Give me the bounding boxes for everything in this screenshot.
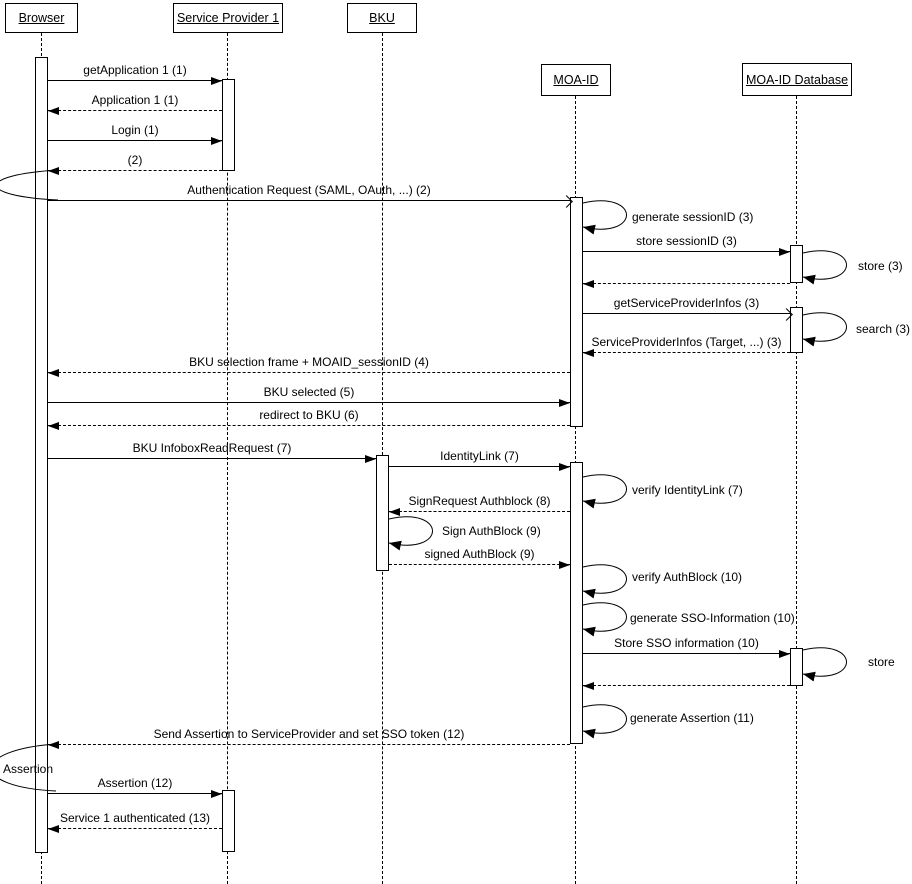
filled-arrowhead-icon xyxy=(365,455,376,463)
msg-assertion-label: Assertion (12) xyxy=(97,776,173,790)
actor-service-provider-1-label: Service Provider 1 xyxy=(176,11,280,25)
filled-arrowhead-icon xyxy=(779,650,790,658)
lifeline-moa-id-database xyxy=(796,96,797,884)
filled-arrowhead-icon xyxy=(48,422,59,430)
msg-assertion-line xyxy=(48,793,222,794)
msg-getapplication-line xyxy=(48,80,222,81)
activation-bku xyxy=(376,455,389,571)
msg-store-return-line xyxy=(583,283,790,284)
activation-moa-second xyxy=(570,462,583,744)
filled-arrowhead-icon xyxy=(48,825,59,833)
msg-infobox-read-request-line xyxy=(48,458,376,459)
msg-return-2-label: (2) xyxy=(127,153,143,167)
filled-arrowhead-icon xyxy=(211,790,222,798)
actor-moa-id xyxy=(541,64,611,96)
activation-moa-first xyxy=(570,197,583,427)
activation-sp1-first xyxy=(222,79,235,171)
msg-signed-authblock-line xyxy=(389,564,570,565)
filled-arrowhead-icon xyxy=(48,167,59,175)
selfloop-generate-sessionid-label: generate sessionID (3) xyxy=(632,210,754,224)
actor-moa-id-label: MOA-ID xyxy=(553,73,599,87)
msg-auth-request-label: Authentication Request (SAML, OAuth, ...) (2) xyxy=(187,183,431,197)
selfloop-generate-sso-information-label: generate SSO-Information (10) xyxy=(630,611,795,625)
msg-service-authenticated-line xyxy=(48,828,222,829)
msg-get-sp-infos-line xyxy=(583,313,790,314)
selfloop-generate-sso-information xyxy=(583,603,627,631)
filled-arrowhead-icon xyxy=(559,463,570,471)
msg-getapplication-label: getApplication 1 (1) xyxy=(83,63,187,77)
msg-infobox-read-request-label: BKU InfoboxReadRequest (7) xyxy=(132,441,292,455)
filled-arrowhead-icon xyxy=(559,399,570,407)
filled-arrowhead-icon xyxy=(559,561,570,569)
actor-browser xyxy=(5,3,78,33)
selfloop-generate-assertion xyxy=(583,705,627,733)
msg-send-assertion-line xyxy=(48,744,570,745)
msg-bku-selected-line xyxy=(48,402,570,403)
msg-sso-return-line xyxy=(583,685,790,686)
msg-store-sessionid-label: store sessionID (3) xyxy=(636,234,737,248)
msg-bku-selected-label: BKU selected (5) xyxy=(263,385,355,399)
selfloop-verify-identitylink xyxy=(583,475,627,503)
msg-signrequest-authblock-label: SignRequest Authblock (8) xyxy=(408,494,551,508)
msg-login-line xyxy=(48,140,222,141)
msg-return-2-line xyxy=(48,170,222,171)
selfloop-verify-identitylink-label: verify IdentityLink (7) xyxy=(632,483,743,497)
filled-arrowhead-icon xyxy=(211,137,222,145)
activation-db-sso xyxy=(790,648,803,686)
selfloop-verify-authblock xyxy=(583,565,627,593)
msg-login-label: Login (1) xyxy=(111,123,159,137)
filled-arrowhead-icon xyxy=(211,77,222,85)
msg-sp-infos-label: ServiceProviderInfos (Target, ...) (3) xyxy=(591,335,782,349)
filled-arrowhead-icon xyxy=(48,369,59,377)
msg-store-sso-line xyxy=(583,653,790,654)
actor-bku-label: BKU xyxy=(369,11,395,25)
filled-arrowhead-icon xyxy=(48,107,59,115)
selfloop-store-3-label: store (3) xyxy=(858,259,903,273)
msg-sp-infos-line xyxy=(583,352,790,353)
selfloop-search-3-label: search (3) xyxy=(856,322,911,336)
selfloop-search-3 xyxy=(803,313,847,341)
msg-send-assertion-label: Send Assertion to ServiceProvider and set SSO token (12) xyxy=(153,727,465,741)
browser-loop-assertion-label: Assertion xyxy=(3,762,54,776)
msg-store-sso-label: Store SSO information (10) xyxy=(614,636,759,650)
selfloop-sign-authblock-label: Sign AuthBlock (9) xyxy=(442,524,541,538)
selfloop-generate-assertion-label: generate Assertion (11) xyxy=(630,711,754,725)
actor-browser-label: Browser xyxy=(18,11,65,25)
activation-sp1-second xyxy=(222,790,235,852)
msg-auth-request-line xyxy=(48,200,570,201)
actor-moa-id-database xyxy=(742,63,852,96)
msg-application-label: Application 1 (1) xyxy=(91,93,179,107)
msg-identitylink-label: IdentityLink (7) xyxy=(440,449,519,463)
filled-arrowhead-icon xyxy=(48,741,59,749)
selfloop-verify-authblock-label: verify AuthBlock (10) xyxy=(632,570,743,584)
actor-bku xyxy=(347,3,417,33)
selfloop-store-3 xyxy=(803,251,847,279)
msg-identitylink-line xyxy=(389,466,570,467)
msg-application-line xyxy=(48,110,222,111)
msg-service-authenticated-label: Service 1 authenticated (13) xyxy=(59,811,211,825)
activation-browser xyxy=(35,57,48,853)
filled-arrowhead-icon xyxy=(583,349,594,357)
filled-arrowhead-icon xyxy=(583,280,594,288)
actor-service-provider-1 xyxy=(173,3,283,33)
selfloop-sign-authblock xyxy=(389,517,433,545)
actor-moa-id-database-label: MOA-ID Database xyxy=(745,72,849,87)
msg-store-sessionid-line xyxy=(583,251,790,252)
msg-signrequest-authblock-line xyxy=(389,511,570,512)
msg-redirect-bku-line xyxy=(48,425,570,426)
msg-redirect-bku-label: redirect to BKU (6) xyxy=(259,408,359,422)
filled-arrowhead-icon xyxy=(779,248,790,256)
msg-bku-selection-label: BKU selection frame + MOAID_sessionID (4) xyxy=(189,355,429,369)
activation-db-store xyxy=(790,245,803,283)
msg-bku-selection-line xyxy=(48,372,570,373)
selfloop-store xyxy=(803,648,847,676)
selfloop-generate-sessionid xyxy=(583,201,627,229)
selfloop-store-label: store xyxy=(868,655,895,669)
filled-arrowhead-icon xyxy=(583,682,594,690)
filled-arrowhead-icon xyxy=(389,508,400,516)
msg-get-sp-infos-label: getServiceProviderInfos (3) xyxy=(613,296,760,310)
msg-signed-authblock-label: signed AuthBlock (9) xyxy=(424,547,535,561)
